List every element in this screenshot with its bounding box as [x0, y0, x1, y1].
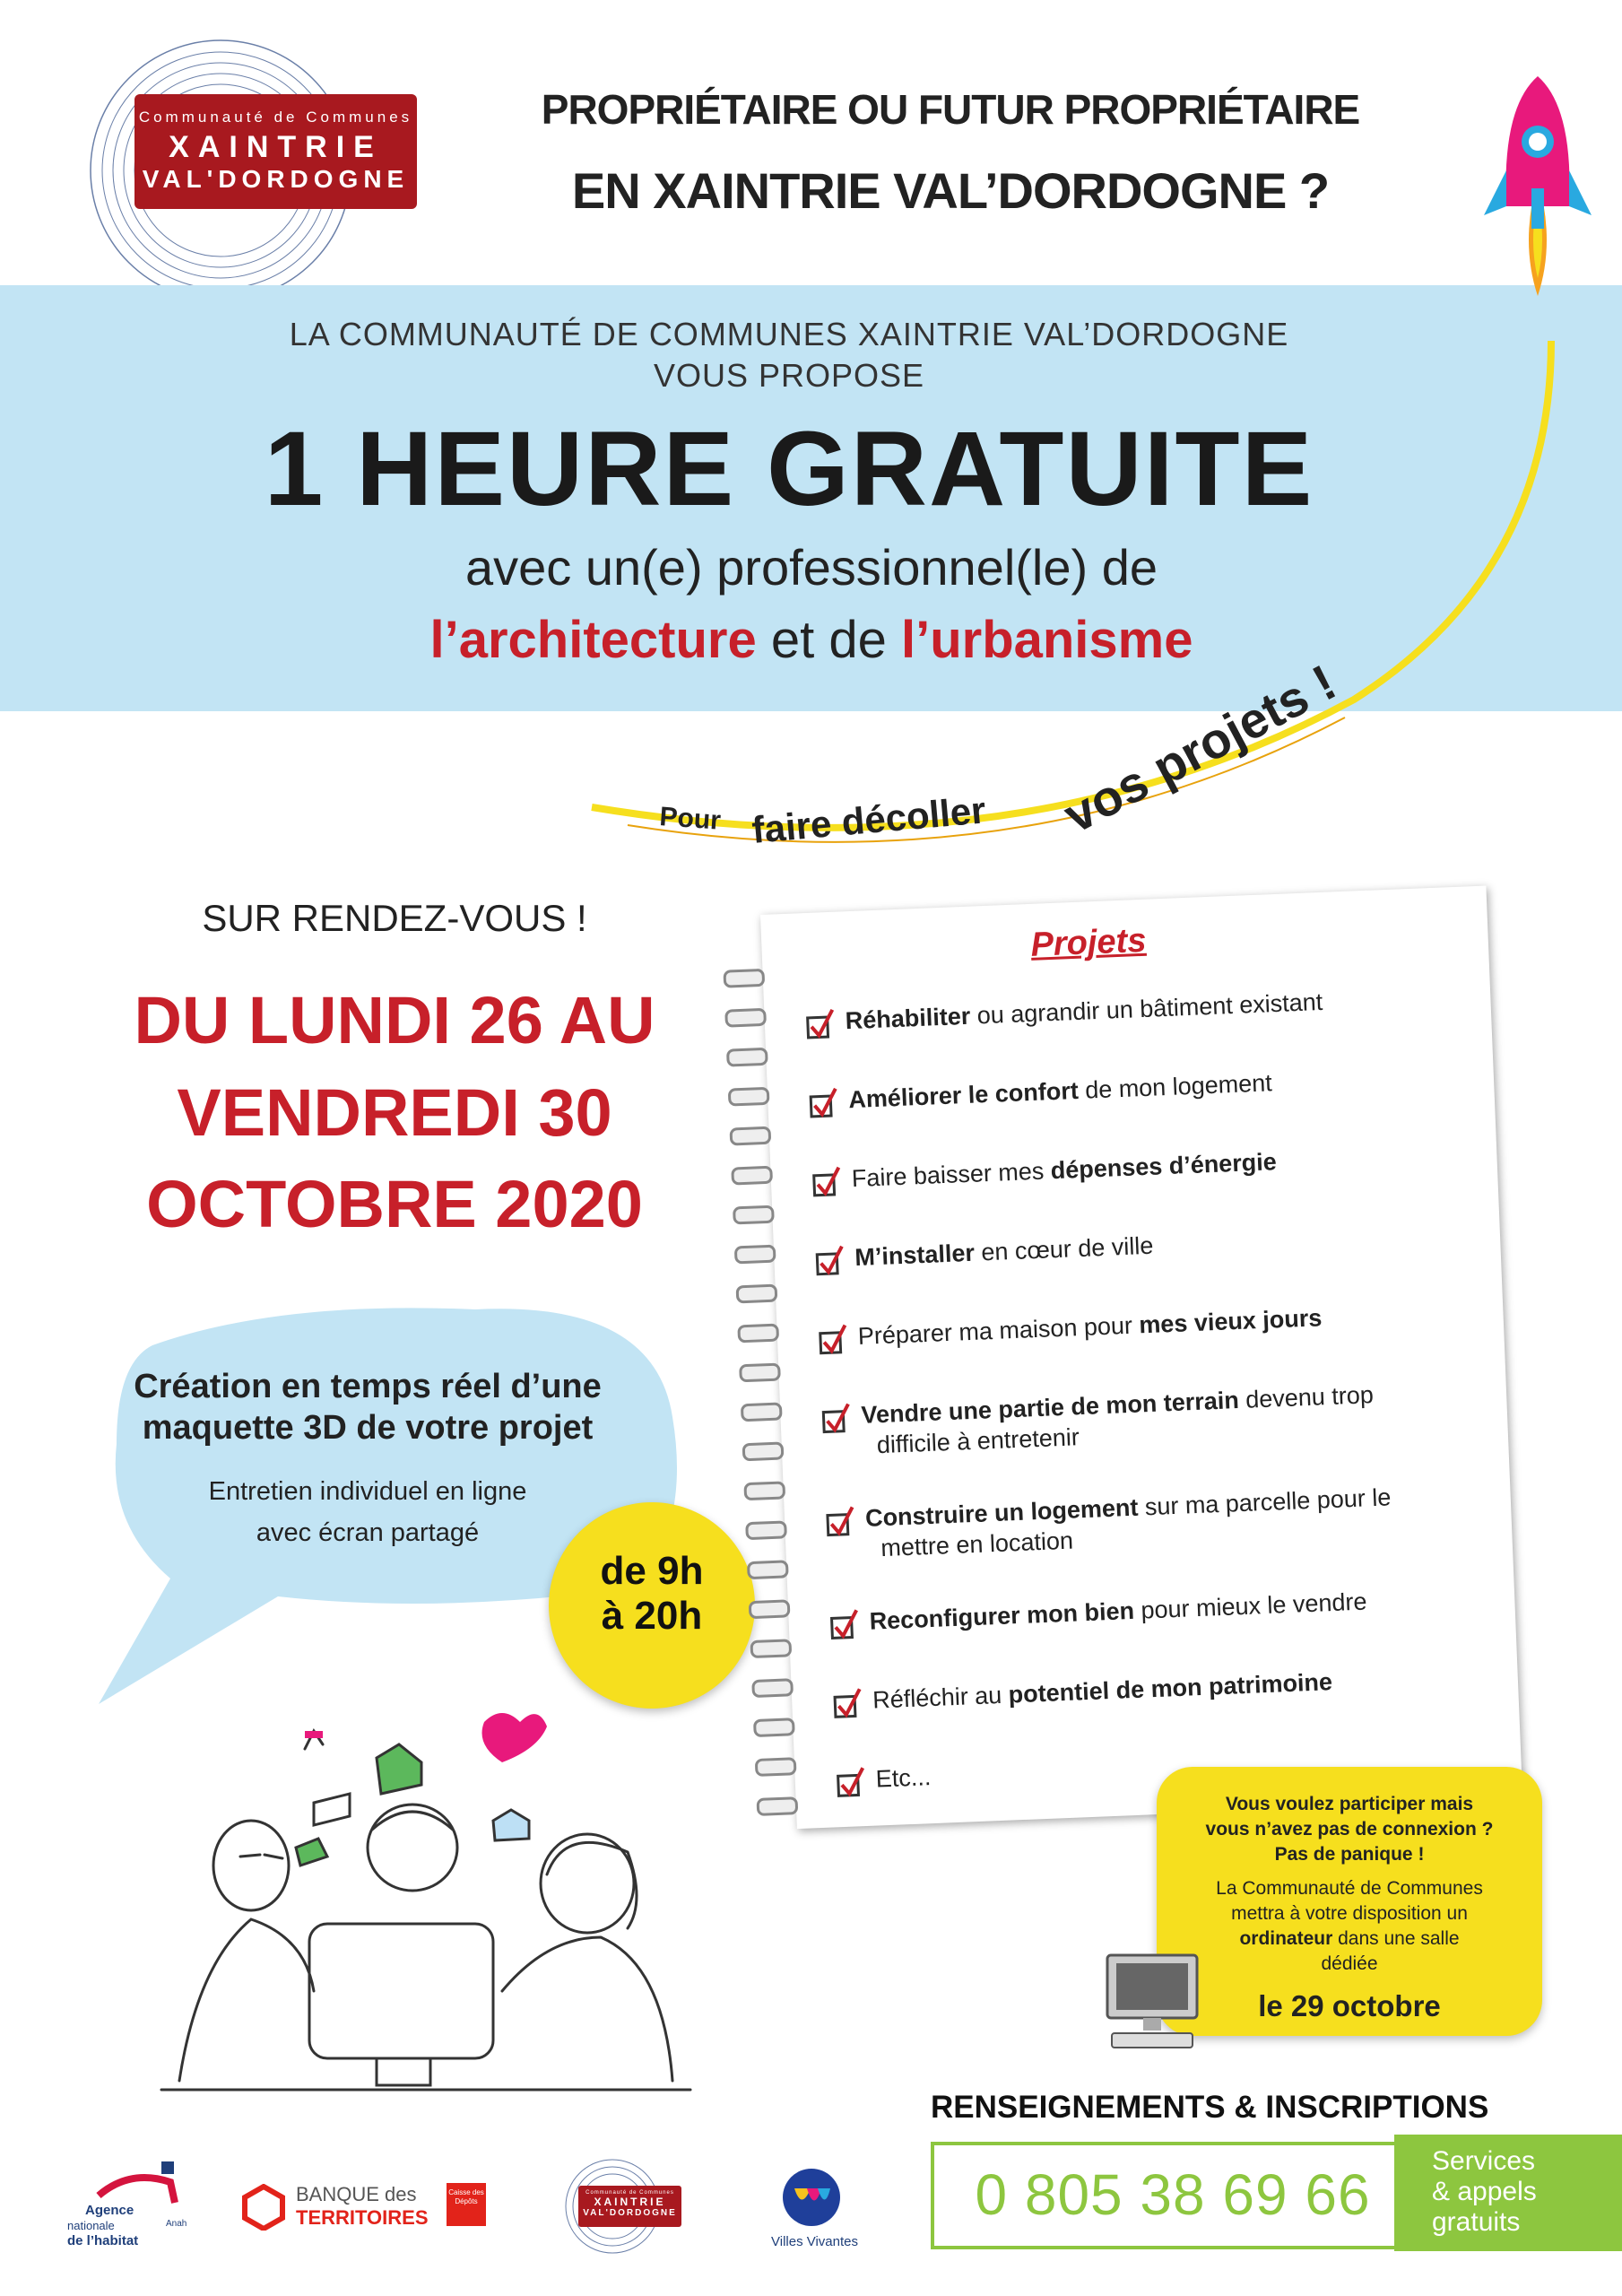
project-rest: devenu trop: [1238, 1381, 1375, 1414]
project-bold: Vendre une partie de mon terrain: [860, 1387, 1240, 1429]
anah-line1: Agence: [85, 2203, 134, 2218]
bubble-title-line1: Création en temps réel d’une: [134, 1368, 602, 1405]
bubble-sub-line2: avec écran partagé: [256, 1518, 480, 1547]
banque-line2: TERRITOIRES: [296, 2206, 429, 2229]
computer-icon: [1098, 1951, 1206, 2054]
banque-line1: BANQUE des: [296, 2183, 417, 2205]
info-q3: Pas de panique !: [1274, 1844, 1425, 1865]
info-t3-bold: ordinateur: [1239, 1928, 1333, 1949]
project-pre: Réfléchir au: [872, 1681, 1010, 1714]
project-rest: de mon logement: [1078, 1069, 1273, 1104]
services-line3: gratuits: [1432, 2207, 1521, 2237]
rocket-trail: [574, 233, 1622, 861]
hours-line2: à 20h: [601, 1594, 703, 1638]
project-pre: Préparer ma maison pour: [857, 1311, 1140, 1350]
checkbox-checked-icon: [809, 1087, 840, 1118]
urbanisme-text: l’urbanisme: [900, 611, 1193, 669]
contact-heading: RENSEIGNEMENTS & INSCRIPTIONS: [931, 2090, 1489, 2125]
checkbox-checked-icon: [815, 1244, 846, 1275]
info-t3: [1157, 1926, 1542, 1952]
checkbox-checked-icon: [833, 1687, 864, 1718]
band-line3: avec un(e) professionnel(le) de: [465, 539, 1158, 596]
hours-badge: [549, 1502, 755, 1709]
spiral-ring: [753, 1718, 795, 1737]
project-rest: sur ma parcelle pour le: [1137, 1483, 1392, 1521]
anah-line2: nationale: [67, 2219, 115, 2232]
bubble-sub-line1: Entretien individuel en ligne: [208, 1477, 527, 1506]
header-title-line2: EN XAINTRIE VAL’DORDOGNE ?: [571, 162, 1330, 219]
logo-line2: XAINTRIE: [169, 130, 383, 164]
project-rest2: mettre en location: [880, 1526, 1074, 1562]
projects-title: Projets: [1029, 921, 1148, 964]
band-intro-line1: LA COMMUNAUTÉ DE COMMUNES XAINTRIE VAL’DORDOGNE: [289, 316, 1289, 352]
header-title-line1: PROPRIÉTAIRE OU FUTUR PROPRIÉTAIRE: [541, 86, 1360, 133]
spiral-ring: [755, 1757, 797, 1777]
anah-mark-icon: [94, 2160, 184, 2205]
logo-line1: Communauté de Communes: [138, 109, 413, 126]
checkbox-checked-icon: [836, 1766, 867, 1797]
band-intro-line2: VOUS PROPOSE: [653, 357, 925, 394]
villes-vivantes-text: Villes Vivantes: [771, 2234, 859, 2249]
project-item: [861, 1375, 1490, 1461]
spiral-ring: [747, 1560, 789, 1579]
project-pre: Faire baisser mes: [851, 1157, 1052, 1193]
project-rest: en cœur de ville: [974, 1231, 1154, 1266]
project-item: [854, 1217, 1483, 1273]
project-bold: Réhabiliter: [845, 1002, 971, 1035]
project-item: [848, 1059, 1477, 1115]
project-item: [845, 980, 1473, 1036]
spiral-ring: [751, 1678, 794, 1698]
bubble-title-line2: maquette 3D de votre projet: [142, 1409, 594, 1447]
spiral-ring: [734, 1245, 776, 1265]
info-text: [1157, 1876, 1542, 1977]
projects-notebook: [760, 885, 1522, 1829]
spiral-ring: [728, 1087, 770, 1107]
project-item: [857, 1296, 1486, 1352]
slogan-small: Pour: [658, 802, 722, 836]
people-illustration: [126, 1695, 708, 2099]
project-item: [869, 1581, 1497, 1637]
project-bold: Construire un logement: [864, 1493, 1139, 1532]
spiral-ring: [750, 1639, 792, 1658]
project-bold: Reconfigurer mon bien: [869, 1596, 1135, 1635]
project-item: [851, 1138, 1479, 1194]
anah-logo: [67, 2160, 193, 2258]
rocket-icon: [1479, 72, 1596, 305]
project-rest: ou agrandir un bâtiment existant: [969, 987, 1323, 1030]
footer-logo-line3: VAL'DORDOGNE: [583, 2208, 677, 2218]
villes-vivantes-logo: [771, 2166, 870, 2256]
date-line2: VENDREDI 30: [177, 1075, 612, 1150]
notebook-page: [760, 885, 1522, 1829]
hexagon-icon: [242, 2184, 285, 2231]
headline: 1 HEURE GRATUITE: [264, 410, 1314, 528]
project-bold: dépenses d’énergie: [1050, 1148, 1278, 1185]
spiral-ring: [743, 1481, 785, 1500]
slogan-mid: faire décoller: [750, 788, 988, 851]
spiral-ring: [757, 1796, 799, 1816]
spiral-ring: [731, 1166, 773, 1186]
date-line1: DU LUNDI 26 AU: [134, 983, 655, 1057]
bubble-subtitle: [117, 1471, 619, 1553]
architecture-text: l’architecture: [429, 611, 757, 669]
spiral-ring: [723, 969, 765, 988]
project-item: [864, 1478, 1494, 1564]
rendezvous-text: SUR RENDEZ-VOUS !: [202, 897, 587, 939]
footer-logo-line2: XAINTRIE: [594, 2196, 666, 2208]
spiral-ring: [724, 1008, 767, 1028]
spiral-ring: [745, 1520, 787, 1540]
project-item: [872, 1660, 1501, 1716]
date-line3: OCTOBRE 2020: [146, 1167, 643, 1241]
spiral-ring: [736, 1284, 778, 1304]
spiral-ring: [730, 1126, 772, 1146]
spiral-ring: [733, 1205, 775, 1225]
info-q2: vous n’avez pas de connexion ?: [1205, 1819, 1494, 1839]
info-q1: Vous voulez participer mais: [1225, 1794, 1474, 1814]
info-t4: dédiée: [1321, 1953, 1378, 1974]
spiral-ring: [726, 1048, 768, 1067]
info-t2: mettra à votre disposition un: [1231, 1903, 1468, 1924]
checkbox-checked-icon: [818, 1323, 849, 1354]
project-bold: Améliorer le confort: [847, 1076, 1080, 1114]
info-date: le 29 octobre: [1258, 1989, 1441, 2022]
checkbox-checked-icon: [811, 1166, 843, 1197]
banque-territoires-logo: [242, 2179, 511, 2233]
checkbox-checked-icon: [805, 1008, 837, 1039]
spiral-ring: [742, 1441, 785, 1461]
slogan-big: vos projets !: [1054, 653, 1345, 844]
project-rest: pour mieux le vendre: [1133, 1587, 1368, 1624]
spiral-ring: [749, 1599, 791, 1619]
info-t3-rest: dans une salle: [1332, 1928, 1460, 1949]
project-bold: M’installer: [854, 1239, 976, 1272]
services-line1: Services: [1432, 2146, 1536, 2176]
services-line2: & appels: [1432, 2177, 1537, 2206]
checkbox-checked-icon: [829, 1608, 861, 1639]
project-rest2: difficile à entretenir: [876, 1423, 1080, 1459]
project-bold: potentiel de mon patrimoine: [1008, 1668, 1333, 1709]
project-pre: Etc...: [875, 1763, 932, 1793]
bubble-title: [117, 1366, 619, 1448]
logo-xaintrie: [134, 94, 417, 209]
info-t1: La Communauté de Communes: [1216, 1878, 1483, 1899]
project-bold: mes vieux jours: [1138, 1304, 1323, 1339]
footer-logo-line1: Communauté de Communes: [585, 2190, 674, 2196]
info-question: [1157, 1792, 1542, 1867]
phone-number[interactable]: 0 805 38 69 66: [975, 2162, 1371, 2227]
xaintrie-footer-logo: [556, 2157, 690, 2256]
spiral-ring: [739, 1363, 781, 1383]
and-text: et de: [756, 611, 901, 669]
checkbox-checked-icon: [821, 1402, 853, 1433]
logo-line3: VAL'DORDOGNE: [142, 165, 410, 193]
anah-line3: de l’habitat: [67, 2233, 139, 2248]
cdc-logo: Caisse des Dépôts: [447, 2183, 486, 2226]
no-connection-info-box: [1157, 1767, 1542, 2036]
spiral-ring: [737, 1324, 779, 1344]
hours-line1: de 9h: [600, 1549, 704, 1593]
villes-vivantes-icon: [780, 2166, 843, 2229]
spiral-ring: [741, 1402, 783, 1422]
checkbox-checked-icon: [826, 1505, 857, 1536]
anah-small: Anah: [166, 2219, 187, 2229]
